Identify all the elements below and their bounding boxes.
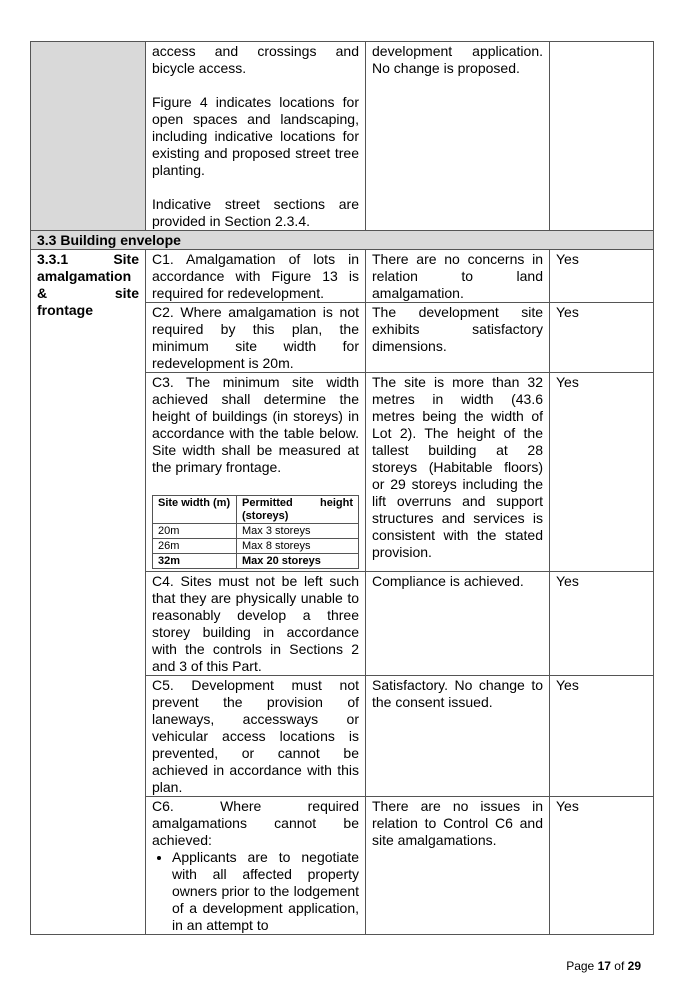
section-header-row (31, 231, 654, 250)
control-cell (146, 797, 366, 935)
control-cell (146, 373, 366, 572)
subsection-number: 3.3.1 (37, 251, 69, 267)
comment-cell: There are no issues in relation to Control C6 and site amalgamations. (366, 797, 550, 935)
compliance-cell: Yes (550, 572, 654, 676)
footer-of: of (614, 959, 625, 973)
comment-cell: The development site exhibits satisfactory dimensions. (366, 303, 550, 373)
height-table (152, 495, 359, 569)
comment-cell (366, 42, 550, 231)
table-row (31, 250, 654, 303)
subsection-title: site (114, 285, 139, 301)
section-header: 3.3 Building envelope (31, 231, 654, 250)
height-table-header-cell: Permitted height (storeys) (237, 496, 359, 524)
control-cell: C5. Development must not prevent the provision of laneways, accessways or vehicular access locations is prevented, or cannot be achieved in accordance with this plan. (146, 676, 366, 797)
compliance-cell: Yes (550, 797, 654, 935)
comment-text: development application. No change is proposed. (372, 43, 543, 76)
compliance-cell: Yes (550, 373, 654, 572)
control-text: access and crossings and bicycle access. (152, 43, 359, 76)
control-cell: C2. Where amalgamation is not required by this plan, the minimum site width for redevelopment is 20m. (146, 303, 366, 373)
subsection-title: amalgamation (37, 268, 132, 284)
subsection-title: frontage (37, 302, 93, 318)
control-cell (146, 42, 366, 231)
list-item: • Applicants are to negotiate with all affected property owners prior to the lodgement of a development application, in an attempt to (172, 849, 359, 934)
comment-cell: Compliance is achieved. (366, 572, 550, 676)
page-footer (566, 959, 641, 973)
footer-prefix: Page (566, 959, 595, 973)
assessment-table (30, 41, 654, 935)
subsection-title: & (37, 285, 48, 301)
comment-cell: Satisfactory. No change to the consent issued. (366, 676, 550, 797)
control-cell: C4. Sites must not be left such that they are physically unable to reasonably develop a three storey building in accordance with the controls in Sections 2 and 3 of this Part. (146, 572, 366, 676)
subsection-title: Site (113, 251, 139, 267)
subsection-cell (31, 250, 146, 935)
comment-cell: The site is more than 32 metres in width (43.6 metres being the width of Lot 2). The height of the tallest building at 28 storeys (Habitable floors) or 29 storeys including the lift overruns and support structures and services is consistent with the stated provision. (366, 373, 550, 572)
table-row (31, 42, 654, 231)
control-text: Indicative street sections are provided in Section 2.3.4. (152, 196, 359, 229)
shaded-cell (31, 42, 146, 231)
comment-cell: There are no concerns in relation to land amalgamation. (366, 250, 550, 303)
height-table-cell: Max 8 storeys (237, 539, 359, 554)
height-table-cell: Max 3 storeys (237, 524, 359, 539)
height-table-cell: Max 20 storeys (237, 554, 359, 569)
height-table-header-cell: Site width (m) (153, 496, 237, 524)
control-text: C6. Where required amalgamations cannot be achieved: (152, 798, 359, 848)
height-table-header (153, 496, 359, 524)
compliance-cell: Yes (550, 676, 654, 797)
page-number: 17 (597, 959, 611, 973)
height-table-row (153, 524, 359, 539)
bullet-list (152, 849, 359, 934)
compliance-cell: Yes (550, 303, 654, 373)
page-total: 29 (627, 959, 641, 973)
control-cell: C1. Amalgamation of lots in accordance with Figure 13 is required for redevelopment. (146, 250, 366, 303)
height-table-cell: 26m (153, 539, 237, 554)
height-table-cell: 32m (153, 554, 237, 569)
compliance-cell (550, 42, 654, 231)
compliance-cell: Yes (550, 250, 654, 303)
height-table-cell: 20m (153, 524, 237, 539)
control-text: C3. The minimum site width achieved shall determine the height of buildings (in storeys) in accordance with the table below. Site width shall be measured at the primary frontage. (152, 374, 359, 475)
control-text: Figure 4 indicates locations for open spaces and landscaping, including indicative locations for existing and proposed street tree planting. (152, 94, 359, 178)
height-table-row (153, 554, 359, 569)
height-table-row (153, 539, 359, 554)
